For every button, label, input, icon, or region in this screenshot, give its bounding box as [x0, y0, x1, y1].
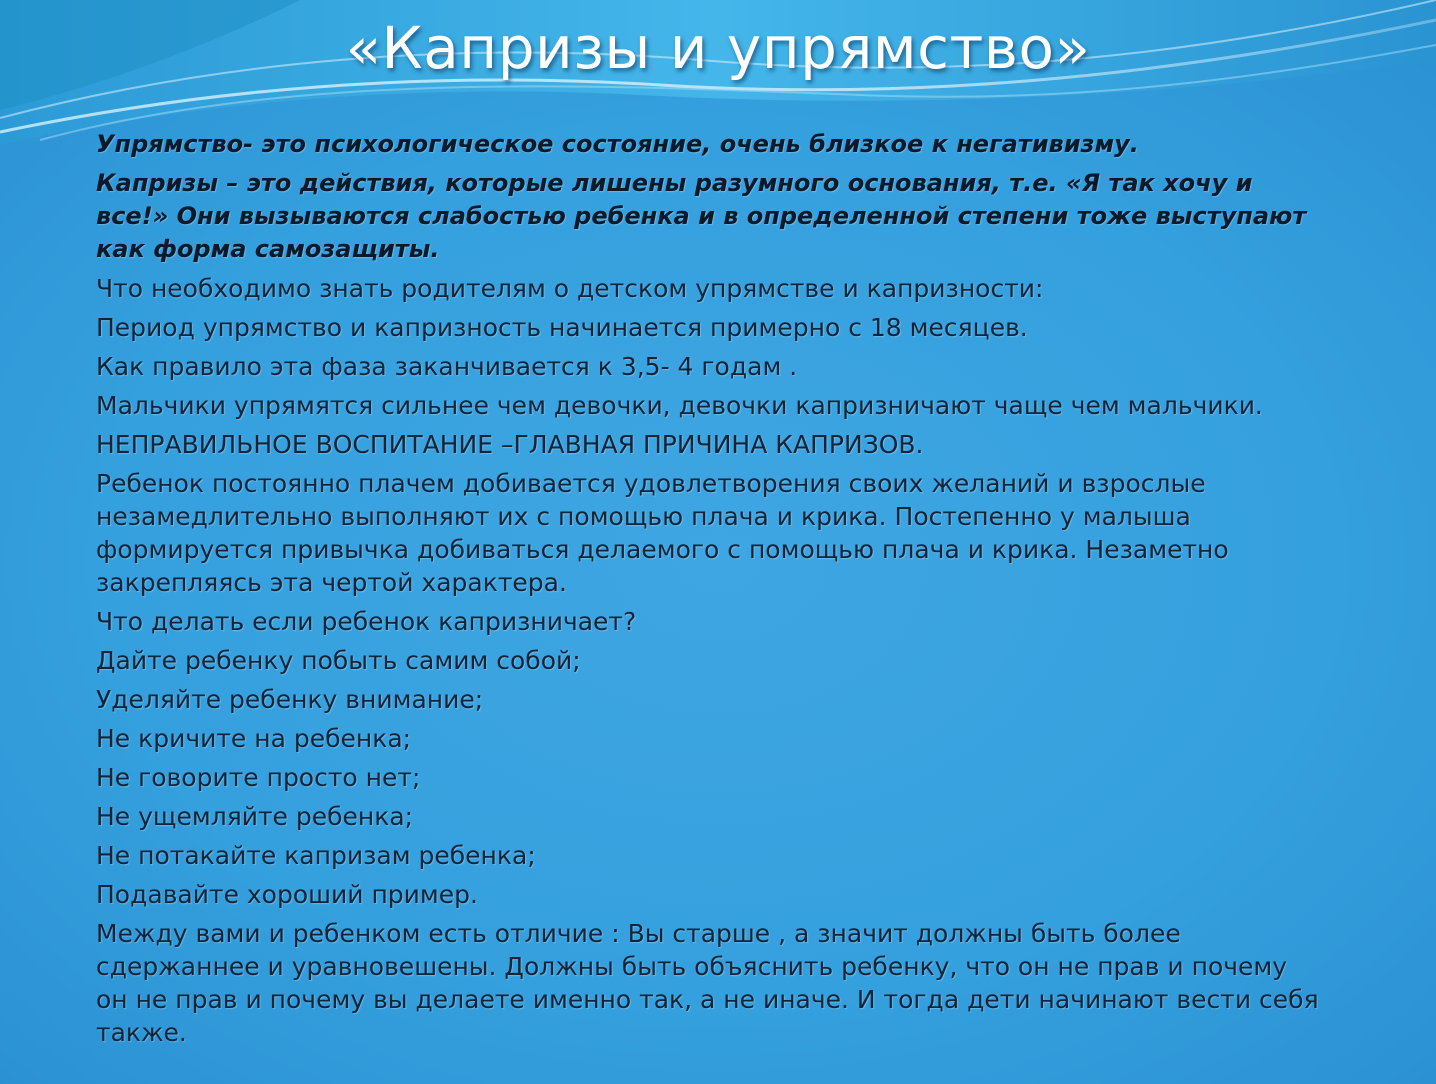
advice-item: Не ущемляйте ребенка; — [96, 802, 414, 831]
body-paragraph: Что необходимо знать родителям о детском упрямстве и капризности: — [96, 274, 1044, 303]
advice-item: Дайте ребенку побыть самим собой; — [96, 646, 581, 675]
definition-stubbornness: Упрямство- это психологическое состояние, очень близкое к негативизму. — [96, 130, 1139, 158]
body-paragraph: Между вами и ребенком есть отличие : Вы старше , а значит должны быть более сдержаннее и уравновешены. Должны быть объяснить ребенку, что он не прав и почему он не прав и почему вы делаете именно так, а не иначе. И тогда дети начинают вести себя также. — [96, 919, 1319, 1047]
body-paragraph: Период упрямство и капризность начинается примерно с 18 месяцев. — [96, 313, 1028, 342]
definition-whims: Капризы – это действия, которые лишены разумного основания, т.е. «Я так хочу и все!» Они вызываются слабостью ребенка и в определенной степени тоже выступают как форма самозащиты. — [96, 169, 1307, 263]
advice-item: Уделяйте ребенку внимание; — [96, 685, 484, 714]
advice-item: Не потакайте капризам ребенка; — [96, 841, 536, 870]
slide-title: «Капризы и упрямство» — [345, 14, 1091, 82]
body-paragraph: Как правило эта фаза заканчивается к 3,5- 4 годам . — [96, 352, 798, 381]
advice-item: Подавайте хороший пример. — [96, 880, 478, 909]
body-paragraph: НЕПРАВИЛЬНОЕ ВОСПИТАНИЕ –ГЛАВНАЯ ПРИЧИНА КАПРИЗОВ. — [96, 430, 924, 459]
body-paragraph: Мальчики упрямятся сильнее чем девочки, девочки капризничают чаще чем мальчики. — [96, 391, 1263, 420]
slide-body — [96, 128, 1326, 1049]
advice-item: Не говорите просто нет; — [96, 763, 421, 792]
advice-item: Не кричите на ребенка; — [96, 724, 412, 753]
body-paragraph: Что делать если ребенок капризничает? — [96, 607, 637, 636]
body-paragraph: Ребенок постоянно плачем добивается удовлетворения своих желаний и взрослые незамедлительно выполняют их с помощью плача и крика. Постепенно у малыша формируется привычка добиваться делаемого с помощью плача и крика. Незаметно закрепляясь эта чертой характера. — [96, 469, 1229, 597]
